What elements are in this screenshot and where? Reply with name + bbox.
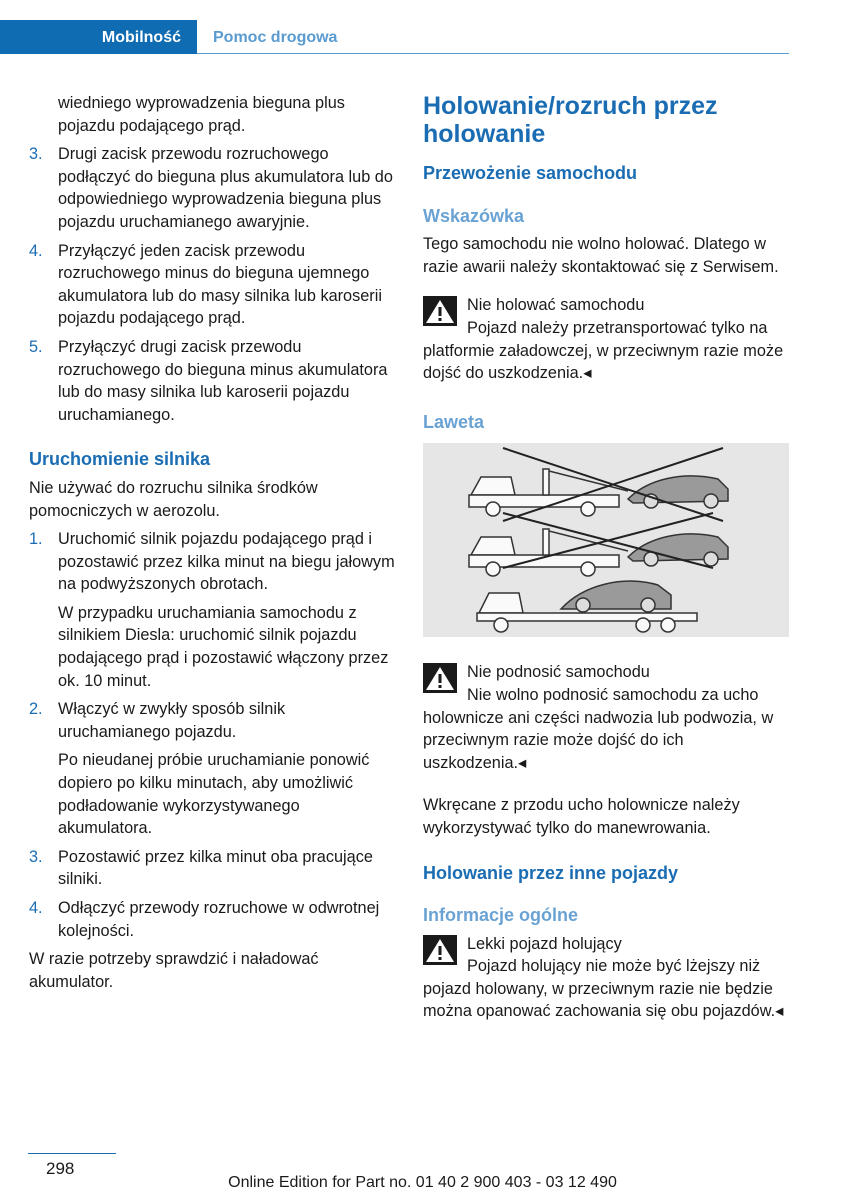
step-extra-text: W przypadku uruchamiania samochodu z silnikiem Diesla: uruchomić silnik pojazdu podającego prąd i pozostawić włączony przez ok. 10 minut. <box>58 603 389 690</box>
chapter-tab <box>0 20 197 54</box>
page-number: 298 <box>46 1159 75 1178</box>
list-item <box>29 897 395 942</box>
warning-text: Pojazd należy przetransportować tylko na platformie załadowczej, w przeciwnym razie może dojść do uszkodzenia.◂ <box>423 318 784 383</box>
engine-start-steps <box>29 528 395 942</box>
warning-title: Nie holować samochodu <box>467 296 645 315</box>
warning-block <box>423 294 789 384</box>
list-item <box>29 143 395 233</box>
step-text: Przyłączyć drugi zacisk przewodu rozruchowego do bieguna minus akumulatora lub do masy silnika lub karoserii pojazdu uruchamianego. <box>58 337 388 424</box>
step-number: 2. <box>29 700 43 719</box>
warning-text: Nie wolno podnosić samochodu za ucho holownicze ani części nadwozia lub podwozia, w przeciwnym razie może dojść do ich uszkodzenia.◂ <box>423 685 774 772</box>
page-title: Holowanie/rozruch przez holowanie <box>423 92 718 148</box>
towing-illustration <box>423 443 789 637</box>
warning-triangle-icon <box>423 296 457 326</box>
step-number: 3. <box>29 847 43 866</box>
step-text: Przyłączyć jeden zacisk przewodu rozruchowego minus do bieguna ujemnego akumulatora lub do masy silnika lub karoserii pojazdu podającego prąd. <box>58 241 382 328</box>
chapter-label: Mobilność <box>101 29 181 46</box>
closing-text: W razie potrzeby sprawdzić i naładować akumulator. <box>29 950 319 991</box>
note-text: Tego samochodu nie wolno holować. Dlatego w razie awarii należy skontaktować się z Serwisem. <box>423 235 779 276</box>
warning-text: Pojazd holujący nie może być lżejszy niż pojazd holowany, w przeciwnym razie nie będzie można opanować zachowania się obu pojazdów.◂ <box>423 957 784 1021</box>
step-text: Włączyć w zwykły sposób silnik uruchamianego pojazdu. <box>58 700 286 741</box>
warning-triangle-icon <box>423 663 457 693</box>
step-text: Odłączyć przewody rozruchowe w odwrotnej kolejności. <box>58 899 380 940</box>
figure-heading: Laweta <box>423 411 485 432</box>
warning-block <box>423 661 789 774</box>
step-text: Pozostawić przez kilka minut oba pracujące silniki. <box>58 847 373 889</box>
list-item <box>29 698 395 840</box>
step-number: 3. <box>29 145 43 164</box>
jump-start-steps <box>29 143 395 426</box>
list-item <box>29 336 395 426</box>
warning-title: Lekki pojazd holujący <box>467 934 622 953</box>
section-title: Pomoc drogowa <box>213 29 338 46</box>
warning-title: Nie podnosić samochodu <box>467 663 650 682</box>
list-item <box>29 846 395 891</box>
warning-triangle-icon <box>423 935 457 965</box>
step-number: 4. <box>29 899 43 917</box>
list-item <box>29 528 395 692</box>
step-text: Uruchomić silnik pojazdu podającego prąd i pozostawić przez kilka minut na biegu jałowym na podwyższonych obrotach. <box>58 530 395 594</box>
step-text: Drugi zacisk przewodu rozruchowego podłączyć do bieguna plus akumulatora lub do odpowiedniego wyprowadzenia bieguna plus pojazdu uruchamianego awaryjnie. <box>58 145 393 231</box>
section-heading: Uruchomienie silnika <box>29 449 211 470</box>
right-column <box>423 92 789 1023</box>
info-heading: Informacje ogólne <box>423 905 579 926</box>
step-number: 1. <box>29 530 43 549</box>
footer-divider <box>28 1153 116 1154</box>
continued-step-text: wiedniego wyprowadzenia bieguna plus pojazdu podającego prąd. <box>58 94 345 135</box>
subsection-heading: Holowanie przez inne pojazdy <box>423 862 679 883</box>
step-number: 4. <box>29 241 43 260</box>
intro-text: Nie używać do rozruchu silnika środków pomocniczych w aerozolu. <box>29 478 318 520</box>
list-item <box>29 240 395 330</box>
step-extra-text: Po nieudanej próbie uruchamianie ponowić dopiero po kilku minutach, aby umożliwić podładowanie wykorzystywanego akumulatora. <box>58 751 370 838</box>
left-column <box>29 92 395 999</box>
warning-block <box>423 933 789 1023</box>
edition-note: Online Edition for Part no. 01 40 2 900 403 - 03 12 490 <box>228 1174 617 1191</box>
note-heading: Wskazówka <box>423 205 525 226</box>
header-divider <box>197 53 789 54</box>
tow-eye-text: Wkręcane z przodu ucho holownicze należy wykorzystywać tylko do manewrowania. <box>423 796 740 837</box>
subsection-heading: Przewożenie samochodu <box>423 163 638 183</box>
step-number: 5. <box>29 337 43 356</box>
